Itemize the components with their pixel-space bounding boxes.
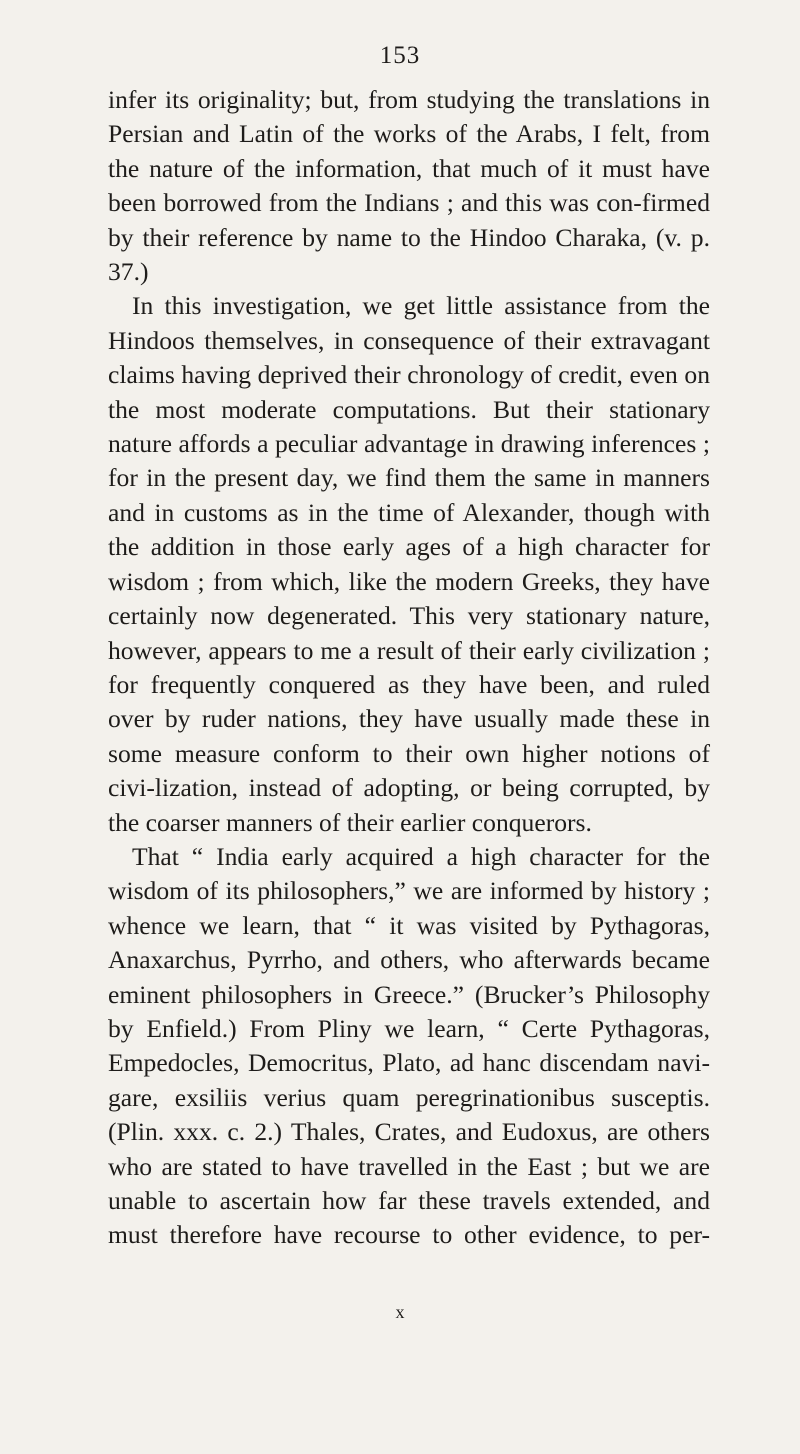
body-text bbox=[108, 83, 710, 1253]
paragraph-2: In this investigation, we get little assistance from the Hindoos themselves, in consequence of their extravagant claims having deprived their chronology of credit, even on the most moderate computations. But their stationary nature affords a peculiar advantage in drawing inferences ; for in the present day, we find them the same in manners and in customs as in the time of Alexander, though with the addition in those early ages of a high character for wisdom ; from which, like the modern Greeks, they have certainly now degenerated. This very stationary nature, however, appears to me a result of their early civilization ; for frequently conquered as they have been, and ruled over by ruder nations, they have usually made these in some measure conform to their own higher notions of civi-lization, instead of adopting, or being corrupted, by the coarser manners of their earlier conquerors. bbox=[108, 291, 710, 837]
paragraph-3: That “ India early acquired a high character for the wisdom of its philosophers,” we are informed by history ; whence we learn, that “ it was visited by Pythagoras, Anaxarchus, Pyrrho, and others, who afterwards became eminent philosophers in Greece.” (Brucker’s Philosophy by Enfield.) From Pliny we learn, “ Certe Pythagoras, Empedocles, Democritus, Plato, ad hanc discendam navi-gare, exsiliis verius quam peregrinationibus susceptis. (Plin. xxx. c. 2.) Thales, Crates, and Eudoxus, are others who are stated to have travelled in the East ; but we are unable to ascertain how far these travels extended, and must therefore have recourse to other evidence, to per- bbox=[108, 841, 710, 1250]
page-number: 153 bbox=[379, 42, 421, 69]
paragraph-1: infer its originality; but, from studying the translations in Persian and Latin of the works of the Arabs, I felt, from the nature of the information, that much of it must have been borrowed from the Indians ; and this was con-firmed by their reference by name to the Hindoo Charaka, (v. p. 37.) bbox=[108, 85, 710, 287]
signature-mark: x bbox=[395, 1302, 405, 1322]
